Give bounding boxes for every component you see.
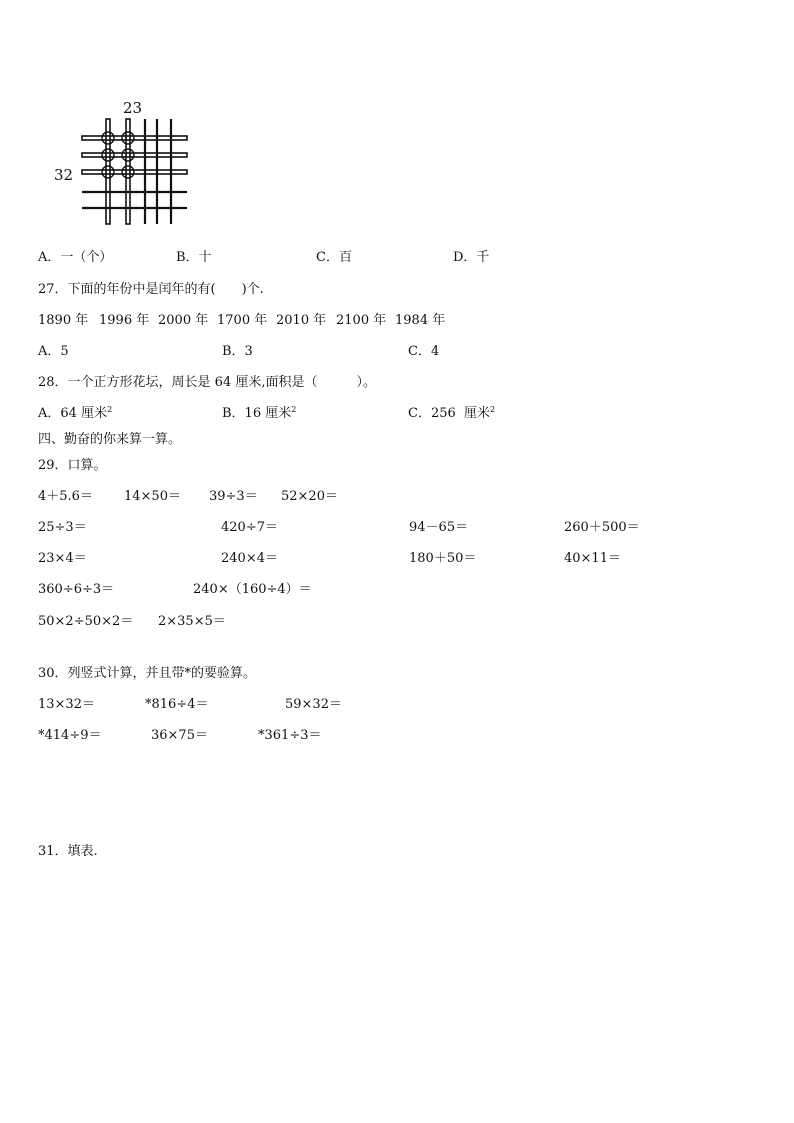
q29-r5-c2: 2×35×5＝ [158,614,226,629]
section-4-title: 四、勤奋的你来算一算。 [38,432,182,447]
q29-r1-c1: 4＋5.6＝ [38,489,93,504]
q27-year-5: 2010 年 [276,313,327,328]
q29-r4-c2: 240×（160÷4）＝ [193,582,312,597]
q28-stem: 28．一个正方形花坛，周长是 64 厘米,面积是（ ）。 [38,375,376,390]
q30-r1-c1: 13×32＝ [38,697,95,712]
q27-year-3: 2000 年 [158,313,209,328]
q29-stem: 29．口算。 [38,458,107,473]
q27-option-a[interactable]: A．5 [38,344,69,359]
q28-option-c[interactable]: C．256 厘米$^2$ [408,405,496,421]
q27-year-2: 1996 年 [99,313,150,328]
q29-r4-c1: 360÷6÷3＝ [38,582,115,597]
q28-option-a[interactable]: A．64 厘米$^2$ [38,405,113,421]
q27-year-6: 2100 年 [336,313,387,328]
q27-stem: 27．下面的年份中是闰年的有( )个. [38,282,264,297]
intersection-circles [102,132,134,178]
q29-r3-c3: 180＋50＝ [409,551,477,566]
q27-option-b[interactable]: B．3 [222,344,253,359]
q29-r3-c1: 23×4＝ [38,551,87,566]
q29-r2-c2: 420÷7＝ [221,520,278,535]
q30-r1-c3: 59×32＝ [285,697,342,712]
q29-r2-c4: 260＋500＝ [564,520,640,535]
q30-r2-c3: *361÷3＝ [258,728,322,743]
q29-r2-c3: 94－65＝ [409,520,469,535]
q29-r3-c4: 40×11＝ [564,551,621,566]
q29-r1-c2: 14×50＝ [124,489,181,504]
q27-option-c[interactable]: C．4 [408,344,440,359]
figure-left-label: 32 [54,166,74,184]
q30-r1-c2: *816÷4＝ [145,697,209,712]
q27-year-4: 1700 年 [217,313,268,328]
q29-r5-c1: 50×2÷50×2＝ [38,614,134,629]
q30-r2-c2: 36×75＝ [151,728,208,743]
q30-stem: 30．列竖式计算，并且带*的要验算。 [38,666,257,681]
q26-option-d[interactable]: D．千 [453,250,490,265]
q29-r1-c4: 52×20＝ [281,489,338,504]
q31-stem: 31．填表. [38,844,98,859]
q26-option-b[interactable]: B．十 [176,250,212,265]
q27-year-7: 1984 年 [395,313,446,328]
lattice-multiplication-figure [50,95,200,230]
q27-year-1: 1890 年 [38,313,89,328]
q29-r2-c1: 25÷3＝ [38,520,87,535]
figure-top-label: 23 [123,99,143,117]
q28-option-b[interactable]: B．16 厘米$^2$ [222,405,297,421]
q29-r1-c3: 39÷3＝ [209,489,258,504]
q29-r3-c2: 240×4＝ [221,551,278,566]
q26-option-a[interactable]: A．一（个） [38,250,113,265]
q30-r2-c1: *414÷9＝ [38,728,102,743]
q26-option-c[interactable]: C．百 [316,250,352,265]
